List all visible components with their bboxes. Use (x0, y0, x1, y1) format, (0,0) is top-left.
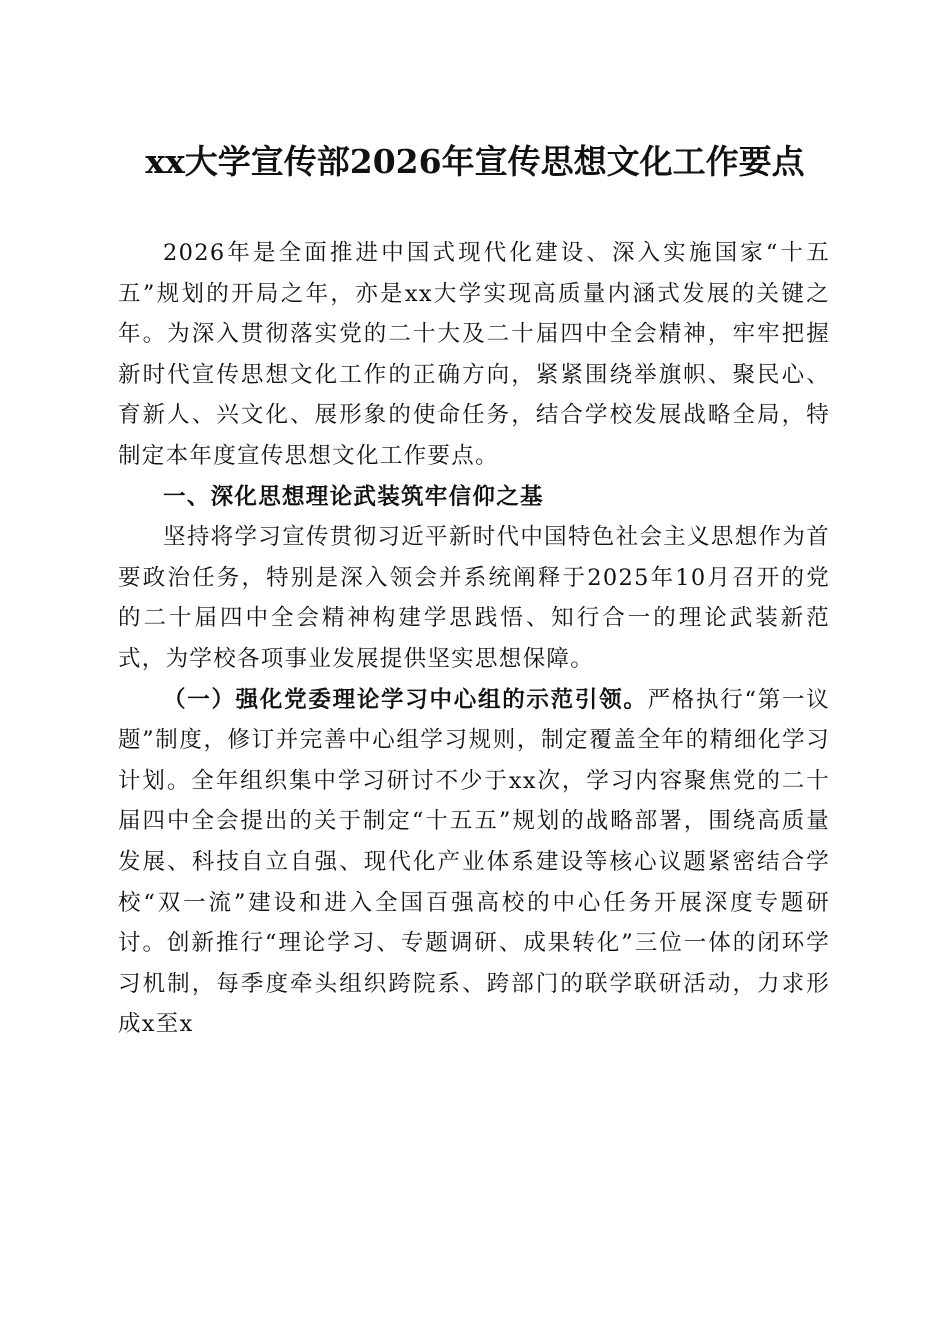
document-title: xx大学宣传部2026年宣传思想文化工作要点 (145, 142, 805, 181)
item-1-heading: （一）强化党委理论学习中心组的示范引领。 (163, 686, 648, 713)
section-1-paragraph: 坚持将学习宣传贯彻习近平新时代中国特色社会主义思想作为首要政治任务，特别是深入领会并系统阐释于2025年10月召开的党的二十届四中全会精神构建学思践悟、知行合一的理论武装新范式，为学校各项事业发展提供坚实思想保障。 (118, 524, 830, 672)
section-heading-1: 一、深化思想理论武装筑牢信仰之基 (163, 483, 544, 510)
document-body (118, 233, 830, 1045)
section-1-item-1 (118, 680, 830, 1045)
intro-paragraph: 2026年是全面推进中国式现代化建设、深入实施国家“十五五”规划的开局之年，亦是xx大学实现高质量内涵式发展的关键之年。为深入贯彻落实党的二十大及二十届四中全会精神，牢牢把握新时代宣传思想文化工作的正确方向，紧紧围绕举旗帜、聚民心、育新人、兴文化、展形象的使命任务，结合学校发展战略全局，特制定本年度宣传思想文化工作要点。 (118, 240, 830, 469)
item-1-text: 严格执行“第一议题”制度，修订并完善中心组学习规则，制定覆盖全年的精细化学习计划。全年组织集中学习研讨不少于xx次，学习内容聚焦党的二十届四中全会提出的关于制定“十五五”规划的战略部署，围绕高质量发展、科技自立自强、现代化产业体系建设等核心议题紧密结合学校“双一流”建设和进入全国百强高校的中心任务开展深度专题研讨。创新推行“理论学习、专题调研、成果转化”三位一体的闭环学习机制，每季度牵头组织跨院系、跨部门的联学联研活动，力求形成x至x (118, 686, 830, 1038)
